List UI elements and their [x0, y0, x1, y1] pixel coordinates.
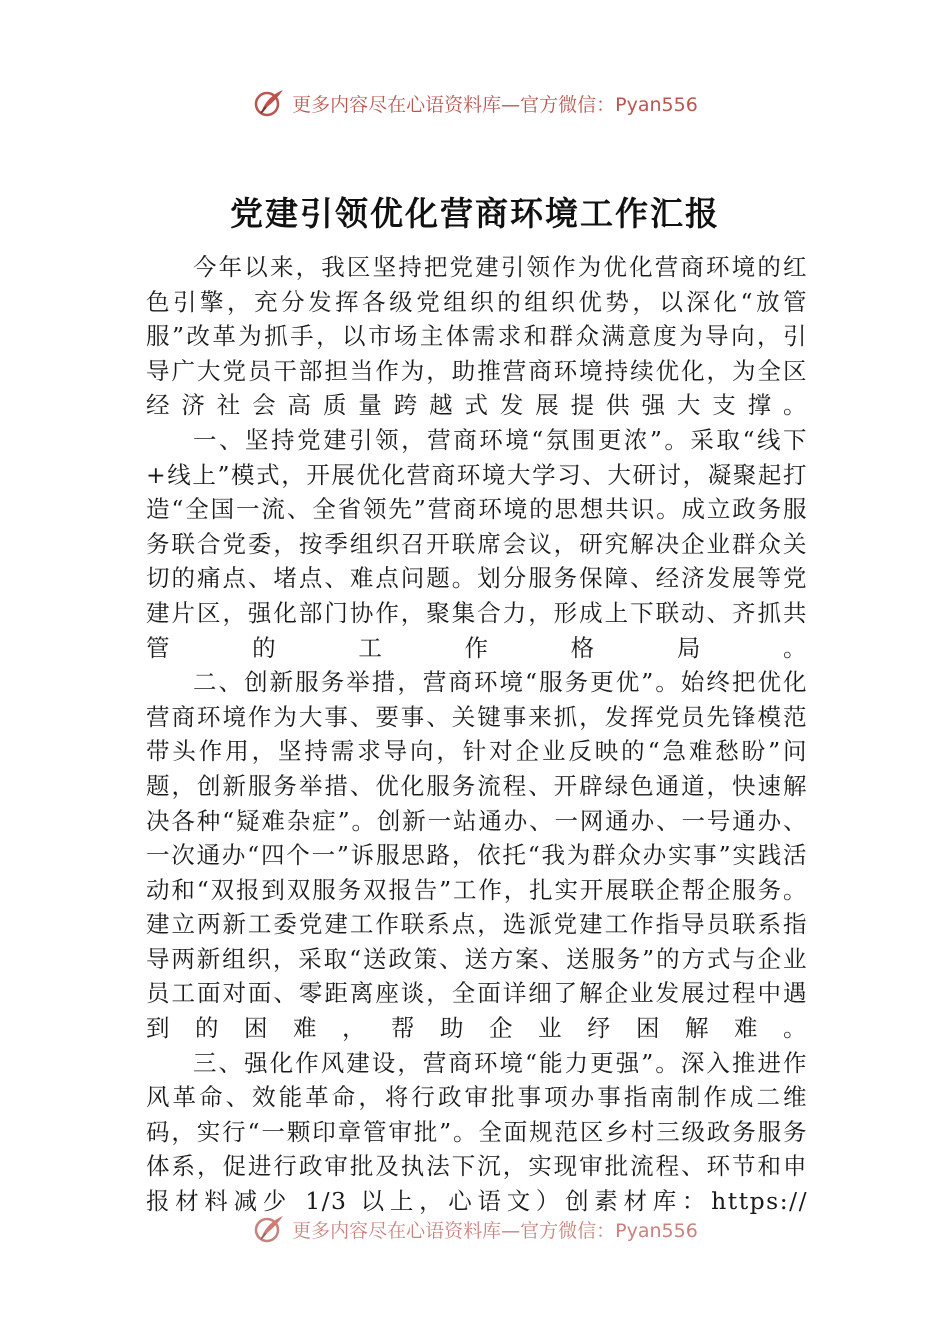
document-title: 党建引领优化营商环境工作汇报	[230, 194, 720, 233]
quill-logo-icon	[252, 1212, 286, 1246]
document-body	[146, 250, 808, 1219]
paragraph-intro: 今年以来，我区坚持把党建引领作为优化营商环境的红色引擎，充分发挥各级党组织的组织优势，以深化“放管服”改革为抓手，以市场主体需求和群众满意度为导向，引导广大党员干部担当作为，助推营商环境持续优化，为全区经济社会高质量跨越式发展提供强大支撑。	[146, 253, 808, 420]
watermark-footer	[0, 1212, 950, 1246]
watermark-text: 更多内容尽在心语资料库—官方微信：Pyan556	[292, 93, 698, 116]
quill-logo-icon	[252, 86, 286, 120]
paragraph-section-3: 三、强化作风建设，营商环境“能力更强”。深入推进作风革命、效能革命，将行政审批事项办事指南制作成二维码，实行“一颗印章管审批”。全面规范区乡村三级政务服务体系，促进行政审批及执法下沉，实现审批流程、环节和申报材料减少 1/3 以上，心语文）创素材库：https://	[146, 1048, 808, 1216]
paragraph-section-1: 一、坚持党建引领，营商环境“氛围更浓”。采取“线下+线上”模式，开展优化营商环境大学习、大研讨，凝聚起打造“全国一流、全省领先”营商环境的思想共识。成立政务服务联合党委，按季组织召开联席会议，研究解决企业群众关切的痛点、堵点、难点问题。划分服务保障、经济发展等党建片区，强化部门协作，聚集合力，形成上下联动、齐抓共管的工作格局。	[146, 425, 808, 662]
watermark-text: 更多内容尽在心语资料库—官方微信：Pyan556	[292, 1219, 698, 1242]
paragraph-section-2: 二、创新服务举措，营商环境“服务更优”。始终把优化营商环境作为大事、要事、关键事来抓，发挥党员先锋模范带头作用，坚持需求导向，针对企业反映的“急难愁盼”问题，创新服务举措、优化服务流程、开辟绿色通道，快速解决各种“疑难杂症”。创新一站通办、一网通办、一号通办、一次通办“四个一”诉服思路，依托“我为群众办实事”实践活动和“双报到双服务双报告”工作，扎实开展联企帮企服务。建立两新工委党建工作联系点，选派党建工作指导员联系指导两新组织，采取“送政策、送方案、送服务”的方式与企业员工面对面、零距离座谈，全面详细了解企业发展过程中遇到的困难，帮助企业纾困解难。	[146, 668, 808, 1043]
watermark-header	[0, 86, 950, 120]
